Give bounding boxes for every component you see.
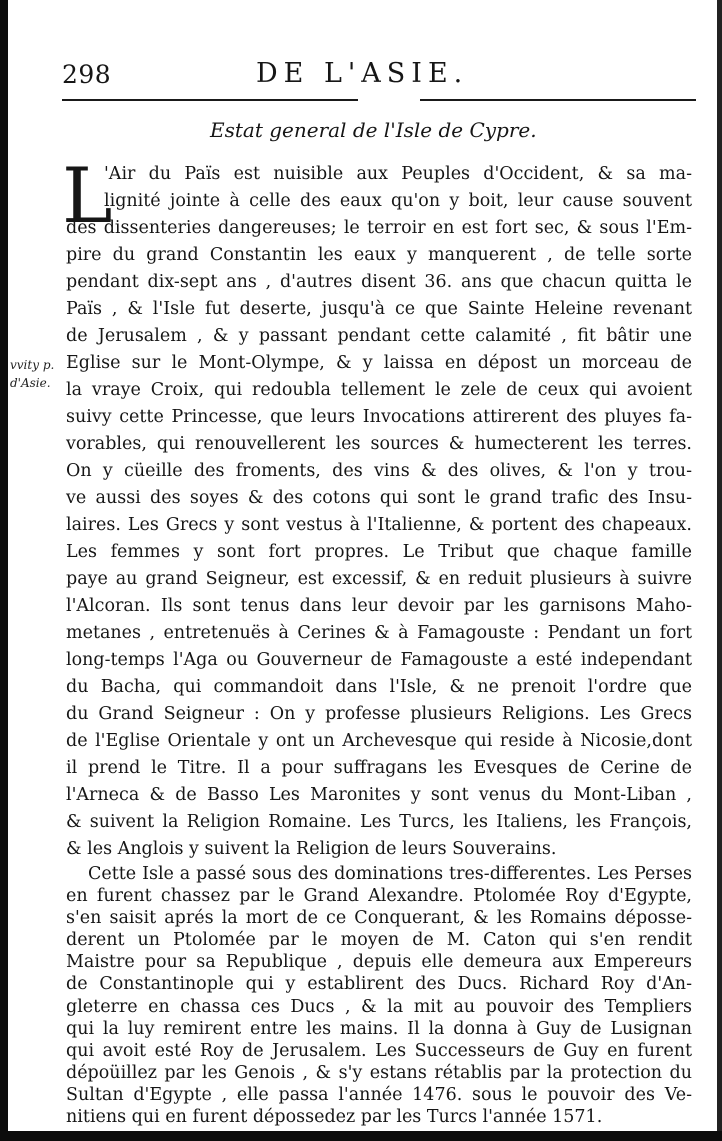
text-line: l'Arneca & de Basso Les Maronites y sont venus du Mont-Liban ,	[66, 785, 692, 805]
text-line: pire du grand Constantin les eaux y manquerent , de telle sorte	[66, 245, 692, 265]
text-line: s'en saisit aprés la mort de ce Conquerant, & les Romains déposse-	[66, 908, 692, 929]
text-line: long-temps l'Aga ou Gouverneur de Famagouste a esté independant	[66, 650, 692, 670]
text-line: l'Alcoran. Ils sont tenus dans leur devoir par les garnisons Maho-	[66, 596, 692, 616]
text-line: & les Anglois y suivent la Religion de leurs Souverains.	[66, 839, 557, 859]
text-line: il prend le Titre. Il a pour suffragans les Evesques de Cerine de	[66, 758, 692, 778]
text-line: du Bacha, qui commandoit dans l'Isle, & ne prenoit l'ordre que	[66, 677, 692, 697]
text-line: Eglise sur le Mont-Olympe, & y laissa en dépost un morceau de	[66, 353, 692, 373]
text-line: pendant dix-sept ans , d'autres disent 36. ans que chacun quitta le	[66, 272, 692, 292]
text-line: Sultan d'Egypte , elle passa l'année 1476. sous le pouvoir des Ve-	[66, 1084, 692, 1105]
text-line: lignité jointe à celle des eaux qu'on y boit, leur cause souvent	[104, 191, 692, 211]
scan-edge-right	[717, 0, 722, 1141]
margin-note-line: d'Asie.	[10, 376, 51, 390]
text-line: metanes , entretenuës à Cerines & à Famagouste : Pendant un fort	[66, 623, 692, 643]
text-line: laires. Les Grecs y sont vestus à l'Italienne, & portent des chapeaux.	[66, 515, 692, 535]
section-title: Estat general de l'Isle de Cypre.	[210, 118, 537, 142]
text-line: vorables, qui renouvellerent les sources & humecterent les terres.	[66, 434, 692, 454]
margin-note	[10, 356, 54, 392]
page-header	[56, 58, 696, 98]
text-line: nitiens qui en furent dépossedez par les Turcs l'année 1571.	[66, 1107, 603, 1127]
text-line: & suivent la Religion Romaine. Les Turcs, les Italiens, les François,	[66, 812, 692, 832]
text-line: On y cüeille des froments, des vins & des olives, & l'on y trou-	[66, 461, 692, 481]
text-line: 'Air du Païs est nuisible aux Peuples d'Occident, & sa ma-	[104, 164, 692, 184]
header-rule-left	[62, 99, 358, 101]
text-line: derent un Ptolomée par le moyen de M. Caton qui s'en rendit	[66, 930, 692, 951]
running-head: DE L'ASIE.	[256, 58, 469, 89]
drop-cap: L	[62, 151, 113, 240]
text-line: Les femmes y sont fort propres. Le Tribut que chaque famille	[66, 542, 692, 562]
text-line: en furent chassez par le Grand Alexandre. Ptolomée Roy d'Egypte,	[66, 886, 692, 907]
header-rule-right	[420, 99, 696, 101]
scan-edge-bottom	[0, 1131, 722, 1141]
text-line: des dissenteries dangereuses; le terroir en est fort sec, & sous l'Em-	[66, 218, 692, 238]
text-line: ve aussi des soyes & des cotons qui sont le grand trafic des Insu-	[66, 488, 692, 508]
text-line: suivy cette Princesse, que leurs Invocations attirerent des pluyes fa-	[66, 407, 692, 427]
text-line: Cette Isle a passé sous des dominations tres-differentes. Les Perses	[88, 864, 692, 884]
text-line: Maistre pour sa Republique , depuis elle demeura aux Empereurs	[66, 952, 692, 973]
text-line: dépoüillez par les Genois , & s'y estans rétablis par la protection du	[66, 1062, 692, 1083]
text-line: qui la luy remirent entre les mains. Il la donna à Guy de Lusignan	[66, 1018, 692, 1039]
text-line: Païs , & l'Isle fut deserte, jusqu'à ce que Sainte Heleine revenant	[66, 299, 692, 319]
text-line: du Grand Seigneur : On y professe plusieurs Religions. Les Grecs	[66, 704, 692, 724]
text-line: de l'Eglise Orientale y ont un Archevesque qui reside à Nicosie,dont	[66, 731, 692, 751]
text-line: paye au grand Seigneur, est excessif, & en reduit plusieurs à suivre	[66, 569, 692, 589]
page-number: 298	[62, 60, 112, 89]
text-line: de Constantinople qui y establirent des Ducs. Richard Roy d'An-	[66, 974, 692, 995]
text-line: qui avoit esté Roy de Jerusalem. Les Successeurs de Guy en furent	[66, 1040, 692, 1061]
text-line: la vraye Croix, qui redoubla tellement le zele de ceux qui avoient	[66, 380, 692, 400]
margin-note-line: vvity p.	[10, 358, 55, 372]
text-line: de Jerusalem , & y passant pendant cette calamité , fit bâtir une	[66, 326, 692, 346]
scan-edge-left	[0, 0, 8, 1141]
text-line: gleterre en chassa ces Ducs , & la mit au pouvoir des Templiers	[66, 996, 692, 1017]
